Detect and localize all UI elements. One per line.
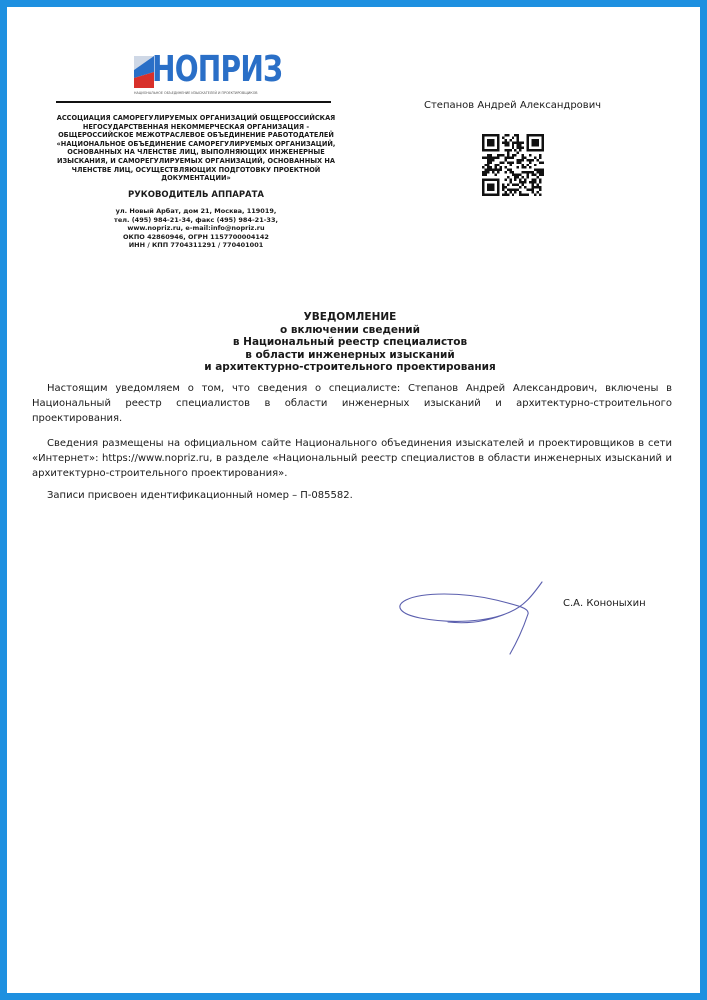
title-line: в области инженерных изысканий [245, 348, 455, 361]
organization-name [56, 114, 336, 183]
contact-line: ОКПО 42860946, ОГРН 1157700004142 [123, 232, 269, 241]
contact-line: www.nopriz.ru, e-mail:info@nopriz.ru [127, 224, 265, 233]
title-line: в Национальный реестр специалистов [232, 336, 468, 348]
contacts-block [56, 207, 336, 250]
signer-name: С.А. Кононыхин [563, 598, 646, 609]
org-line: ЧЛЕНСТВЕ ЛИЦ, ОСУЩЕСТВЛЯЮЩИХ ПОДГОТОВКУ ПРОЕКТНОЙ [71, 165, 321, 174]
handwritten-signature [392, 578, 552, 658]
body-paragraph-3: Записи присвоен идентификационный номер – П-085582. [47, 490, 353, 501]
logo-subtitle: НАЦИОНАЛЬНОЕ ОБЪЕДИНЕНИЕ ИЗЫСКАТЕЛЕЙ И ПРОЕКТИРОВЩИКОВ [134, 91, 258, 95]
body-paragraph-1: Настоящим уведомляем о том, что сведения о специалисте: Степанов Андрей Александрович, включены в Национальный реестр специалистов в области инженерных изысканий и архитектурно-строительного проектирования. [32, 383, 672, 424]
contact-line: ИНН / КПП 7704311291 / 770401001 [128, 241, 264, 250]
org-line: ИЗЫСКАНИЯ, И САМОРЕГУЛИРУЕМЫХ ОРГАНИЗАЦИЙ, ОСНОВАННЫХ НА [56, 156, 336, 165]
contact-line: тел. (495) 984-21-34, факс (495) 984-21-33, [114, 215, 278, 224]
recipient-name: Степанов Андрей Александрович [424, 100, 602, 111]
logo-wordmark: НОПРИЗ [152, 49, 283, 90]
contact-line: ул. Новый Арбат, дом 21, Москва, 119019, [115, 207, 277, 215]
nopriz-logo [132, 49, 283, 100]
title-line: о включении сведений [279, 323, 421, 336]
header-divider [56, 101, 331, 103]
org-line: ОСНОВАННЫХ НА ЧЛЕНСТВЕ ЛИЦ, ВЫПОЛНЯЮЩИХ ИНЖЕНЕРНЫЕ [67, 148, 325, 157]
qr-code-icon [482, 134, 544, 196]
department-title: РУКОВОДИТЕЛЬ АППАРАТА [127, 190, 265, 200]
body-paragraph-2: Сведения размещены на официальном сайте Национального объединения изыскателей и проектировщиков в сети «Интернет»: https://www.nopriz.ru, в разделе «Национальный реестр специалистов в области инженерных изысканий и архитектурно-строительного проектирования». [32, 438, 672, 479]
org-line: ДОКУМЕНТАЦИИ» [161, 174, 231, 183]
org-line: «НАЦИОНАЛЬНОЕ ОБЪЕДИНЕНИЕ САМОРЕГУЛИРУЕМЫХ ОРГАНИЗАЦИЙ, [56, 139, 336, 148]
title-line: и архитектурно-строительного проектирования [204, 361, 496, 373]
org-line: НЕГОСУДАРСТВЕННАЯ НЕКОММЕРЧЕСКАЯ ОРГАНИЗАЦИЯ - [82, 122, 310, 131]
org-line: АССОЦИАЦИЯ САМОРЕГУЛИРУЕМЫХ ОРГАНИЗАЦИЙ ОБЩЕРОССИЙСКАЯ [56, 114, 336, 122]
title-heading: УВЕДОМЛЕНИЕ [303, 311, 397, 323]
document-title [100, 311, 600, 374]
org-line: ОБЩЕРОССИЙСКОЕ МЕЖОТРАСЛЕВОЕ ОБЪЕДИНЕНИЕ РАБОТОДАТЕЛЕЙ [58, 131, 334, 140]
